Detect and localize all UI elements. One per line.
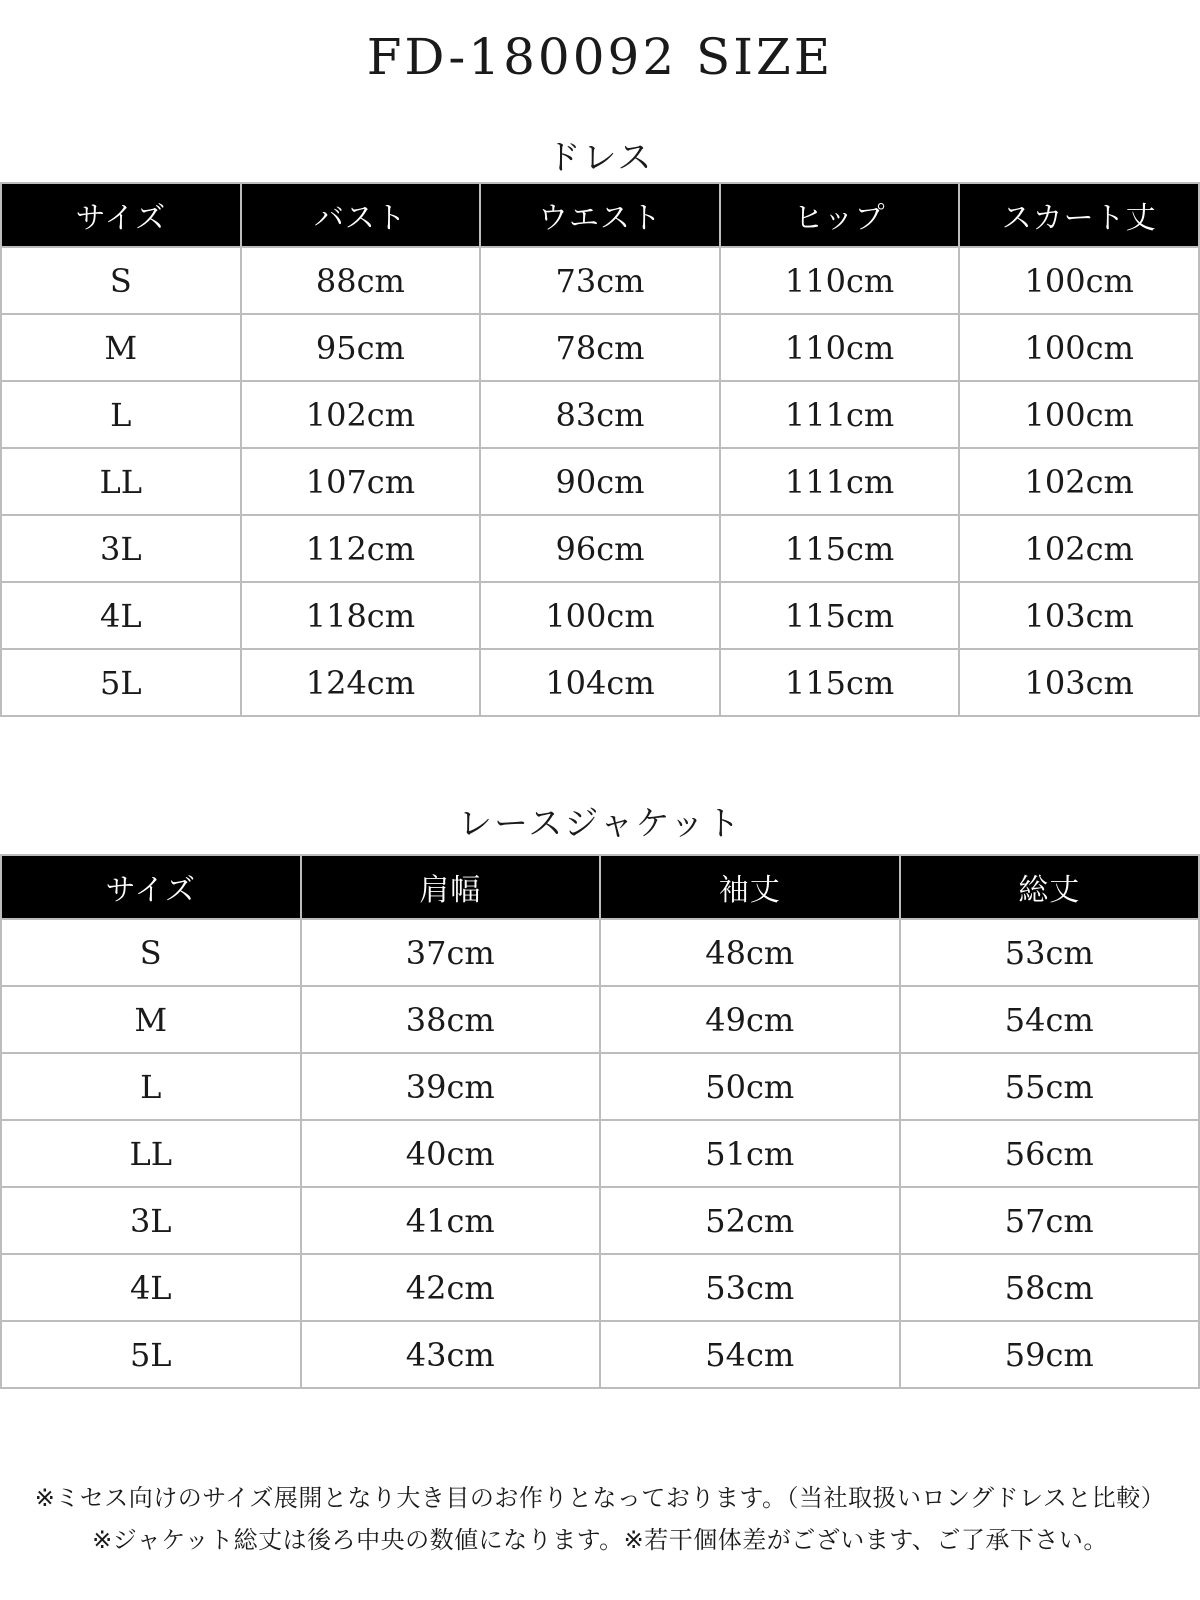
table-cell: LL <box>1 1120 301 1187</box>
table-cell: 83cm <box>480 381 720 448</box>
table-row <box>1 515 1199 582</box>
table-cell: 58cm <box>900 1254 1200 1321</box>
column-header: バスト <box>241 183 481 247</box>
table-cell: 111cm <box>720 381 960 448</box>
jacket-section-title: レースジャケット <box>458 804 742 844</box>
column-header: サイズ <box>1 183 241 247</box>
table-cell: 43cm <box>301 1321 601 1388</box>
table-cell: 59cm <box>900 1321 1200 1388</box>
dress-section-title: ドレス <box>546 138 654 178</box>
table-cell: 53cm <box>600 1254 900 1321</box>
column-header: ウエスト <box>480 183 720 247</box>
table-row <box>1 381 1199 448</box>
table-cell: 78cm <box>480 314 720 381</box>
table-cell: 115cm <box>720 515 960 582</box>
column-header: サイズ <box>1 855 301 919</box>
table-cell: 100cm <box>480 582 720 649</box>
table-cell: 107cm <box>241 448 481 515</box>
table-cell: 3L <box>1 515 241 582</box>
table-cell: 57cm <box>900 1187 1200 1254</box>
table-cell: 110cm <box>720 247 960 314</box>
table-cell: 50cm <box>600 1053 900 1120</box>
table-cell: 5L <box>1 1321 301 1388</box>
table-cell: 40cm <box>301 1120 601 1187</box>
table-cell: 73cm <box>480 247 720 314</box>
table-cell: 102cm <box>959 448 1199 515</box>
table-row <box>1 919 1199 986</box>
table-header-row <box>1 855 1199 919</box>
table-cell: 54cm <box>900 986 1200 1053</box>
table-cell: 49cm <box>600 986 900 1053</box>
table-row <box>1 314 1199 381</box>
table-cell: 102cm <box>241 381 481 448</box>
table-cell: 96cm <box>480 515 720 582</box>
table-cell: 3L <box>1 1187 301 1254</box>
table-cell: 37cm <box>301 919 601 986</box>
table-cell: 4L <box>1 1254 301 1321</box>
table-cell: L <box>1 1053 301 1120</box>
table-cell: M <box>1 314 241 381</box>
table-cell: S <box>1 247 241 314</box>
table-cell: 38cm <box>301 986 601 1053</box>
table-cell: 124cm <box>241 649 481 716</box>
table-cell: 102cm <box>959 515 1199 582</box>
table-cell: 90cm <box>480 448 720 515</box>
table-row <box>1 448 1199 515</box>
table-cell: 111cm <box>720 448 960 515</box>
table-cell: 41cm <box>301 1187 601 1254</box>
table-cell: 100cm <box>959 247 1199 314</box>
table-cell: 4L <box>1 582 241 649</box>
table-cell: 56cm <box>900 1120 1200 1187</box>
table-cell: 5L <box>1 649 241 716</box>
table-header-row <box>1 183 1199 247</box>
table-cell: 95cm <box>241 314 481 381</box>
jacket-size-table <box>0 854 1200 1389</box>
page-title: FD-180092 SIZE <box>366 28 834 86</box>
table-cell: 54cm <box>600 1321 900 1388</box>
table-cell: 115cm <box>720 649 960 716</box>
table-row <box>1 1321 1199 1388</box>
table-cell: 100cm <box>959 314 1199 381</box>
table-cell: 52cm <box>600 1187 900 1254</box>
table-cell: 42cm <box>301 1254 601 1321</box>
table-cell: 112cm <box>241 515 481 582</box>
table-cell: 115cm <box>720 582 960 649</box>
footnote-measurement: ※ジャケット総丈は後ろ中央の数値になります。※若干個体差がございます、ご了承下さい。 <box>92 1526 1108 1554</box>
table-row <box>1 247 1199 314</box>
table-row <box>1 1120 1199 1187</box>
dress-size-table <box>0 182 1200 717</box>
table-cell: 110cm <box>720 314 960 381</box>
table-cell: 103cm <box>959 649 1199 716</box>
footnote-sizing: ※ミセス向けのサイズ展開となり大き目のお作りとなっております。（当社取扱いロングドレスと比較） <box>34 1484 1166 1512</box>
column-header: 肩幅 <box>301 855 601 919</box>
table-row <box>1 582 1199 649</box>
table-cell: 39cm <box>301 1053 601 1120</box>
table-cell: L <box>1 381 241 448</box>
table-cell: LL <box>1 448 241 515</box>
table-row <box>1 1187 1199 1254</box>
table-row <box>1 1053 1199 1120</box>
table-cell: 103cm <box>959 582 1199 649</box>
column-header: 袖丈 <box>600 855 900 919</box>
table-cell: 100cm <box>959 381 1199 448</box>
column-header: スカート丈 <box>959 183 1199 247</box>
table-cell: 104cm <box>480 649 720 716</box>
table-cell: 88cm <box>241 247 481 314</box>
table-cell: 55cm <box>900 1053 1200 1120</box>
table-row <box>1 1254 1199 1321</box>
table-row <box>1 986 1199 1053</box>
table-cell: 53cm <box>900 919 1200 986</box>
table-cell: 118cm <box>241 582 481 649</box>
table-cell: M <box>1 986 301 1053</box>
column-header: ヒップ <box>720 183 960 247</box>
table-row <box>1 649 1199 716</box>
column-header: 総丈 <box>900 855 1200 919</box>
table-cell: S <box>1 919 301 986</box>
table-cell: 51cm <box>600 1120 900 1187</box>
table-cell: 48cm <box>600 919 900 986</box>
